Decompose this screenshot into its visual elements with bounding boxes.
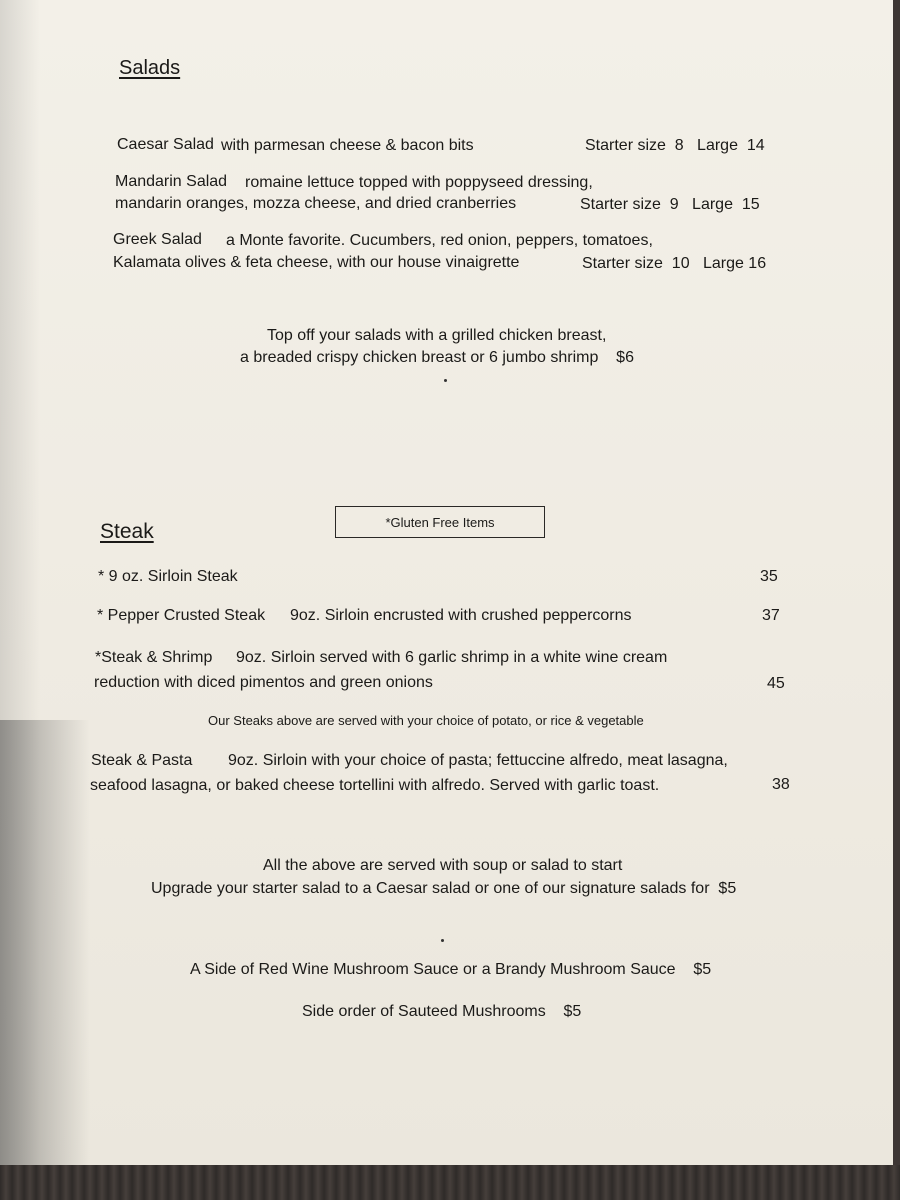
- pepper-steak-price: 37: [762, 607, 780, 624]
- sauteed-mushrooms-side: Side order of Sauteed Mushrooms $5: [302, 1003, 582, 1020]
- caesar-salad-prices: Starter size 8 Large 14: [585, 137, 765, 154]
- table-surface: [0, 1165, 900, 1200]
- sirloin-steak-price: 35: [760, 568, 778, 585]
- gluten-free-legend-text: *Gluten Free Items: [385, 514, 495, 530]
- steak-pasta-desc-1: 9oz. Sirloin with your choice of pasta; fettuccine alfredo, meat lasagna,: [228, 752, 728, 769]
- paper-speck: [441, 939, 444, 942]
- steak-shrimp-price: 45: [767, 675, 785, 692]
- soup-salad-note: All the above are served with soup or salad to start: [263, 857, 623, 874]
- page-shadow: [0, 720, 90, 1165]
- greek-salad-desc-1: a Monte favorite. Cucumbers, red onion, peppers, tomatoes,: [226, 232, 653, 249]
- table-surface: [893, 0, 900, 1165]
- greek-salad-prices: Starter size 10 Large 16: [582, 255, 767, 272]
- steak-pasta-desc-2: seafood lasagna, or baked cheese tortellini with alfredo. Served with garlic toast.: [90, 777, 660, 794]
- page-shadow: [0, 0, 40, 1165]
- caesar-salad-desc: with parmesan cheese & bacon bits: [221, 137, 474, 154]
- mandarin-salad-prices: Starter size 9 Large 15: [580, 196, 760, 213]
- steak-shrimp-desc-1: 9oz. Sirloin served with 6 garlic shrimp in a white wine cream: [236, 649, 668, 666]
- caesar-salad-name: Caesar Salad: [117, 136, 214, 153]
- salad-topoff-line-1: Top off your salads with a grilled chicken breast,: [267, 327, 607, 344]
- steak-pasta-name: Steak & Pasta: [91, 752, 193, 769]
- steaks-served-note: Our Steaks above are served with your choice of potato, or rice & vegetable: [208, 713, 644, 728]
- greek-salad-desc-2: Kalamata olives & feta cheese, with our house vinaigrette: [113, 254, 520, 271]
- mandarin-salad-desc-1: romaine lettuce topped with poppyseed dressing,: [245, 174, 593, 191]
- pepper-steak-name: * Pepper Crusted Steak: [97, 607, 266, 624]
- mandarin-salad-name: Mandarin Salad: [115, 173, 228, 190]
- mushroom-sauce-side: A Side of Red Wine Mushroom Sauce or a Brandy Mushroom Sauce $5: [190, 961, 712, 978]
- salad-topoff-line-2: a breaded crispy chicken breast or 6 jumbo shrimp $6: [240, 349, 634, 366]
- mandarin-salad-desc-2: mandarin oranges, mozza cheese, and dried cranberries: [115, 195, 517, 212]
- steak-shrimp-desc-2: reduction with diced pimentos and green onions: [94, 674, 433, 691]
- gluten-free-legend: [335, 506, 545, 538]
- greek-salad-name: Greek Salad: [113, 231, 202, 248]
- pepper-steak-desc: 9oz. Sirloin encrusted with crushed peppercorns: [290, 607, 632, 624]
- paper-speck: [444, 379, 447, 382]
- salads-heading: Salads: [119, 57, 181, 79]
- upgrade-salad-note: Upgrade your starter salad to a Caesar salad or one of our signature salads for $5: [151, 880, 737, 897]
- sirloin-steak-name: * 9 oz. Sirloin Steak: [98, 568, 238, 585]
- steak-shrimp-name: *Steak & Shrimp: [95, 649, 213, 666]
- steak-pasta-price: 38: [772, 776, 790, 793]
- steak-heading: Steak: [100, 520, 154, 543]
